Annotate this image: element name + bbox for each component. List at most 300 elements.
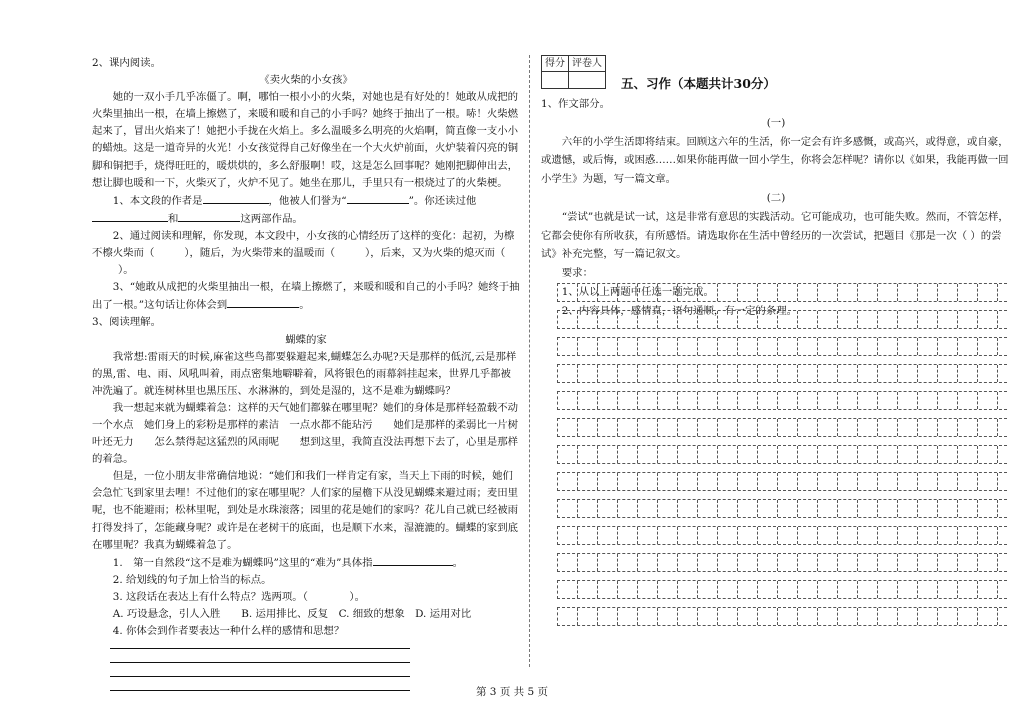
grid-cell[interactable]	[938, 581, 958, 598]
grid-cell[interactable]	[778, 554, 798, 571]
grid-cell[interactable]	[978, 311, 998, 328]
grid-cell[interactable]	[558, 419, 578, 436]
grid-cell[interactable]	[578, 365, 598, 382]
grid-cell[interactable]	[878, 554, 898, 571]
grid-cell[interactable]	[658, 473, 678, 490]
grid-cell[interactable]	[638, 473, 658, 490]
grid-cell[interactable]	[918, 311, 938, 328]
grid-cell[interactable]	[798, 338, 818, 355]
grid-cell[interactable]	[718, 338, 738, 355]
grid-cell[interactable]	[718, 419, 738, 436]
grid-cell[interactable]	[638, 311, 658, 328]
grid-cell[interactable]	[678, 608, 698, 625]
grid-cell[interactable]	[598, 284, 618, 301]
grid-cell[interactable]	[558, 473, 578, 490]
grid-cell[interactable]	[818, 608, 838, 625]
grid-cell[interactable]	[898, 473, 918, 490]
grid-cell[interactable]	[698, 581, 718, 598]
grid-cell[interactable]	[738, 608, 758, 625]
grid-cell[interactable]	[738, 446, 758, 463]
grid-cell[interactable]	[558, 500, 578, 517]
grid-cell[interactable]	[838, 392, 858, 409]
grid-cell[interactable]	[698, 527, 718, 544]
answer-line[interactable]	[110, 662, 410, 663]
grid-cell[interactable]	[858, 500, 878, 517]
grid-cell[interactable]	[798, 284, 818, 301]
grid-cell[interactable]	[598, 365, 618, 382]
grid-cell[interactable]	[698, 338, 718, 355]
grid-cell[interactable]	[698, 365, 718, 382]
grid-cell[interactable]	[638, 608, 658, 625]
grid-cell[interactable]	[618, 311, 638, 328]
grid-cell[interactable]	[978, 419, 998, 436]
grid-cell[interactable]	[818, 284, 838, 301]
grid-cell[interactable]	[898, 446, 918, 463]
grid-cell[interactable]	[598, 338, 618, 355]
grid-cell[interactable]	[938, 365, 958, 382]
grid-cell[interactable]	[678, 284, 698, 301]
grid-cell[interactable]	[898, 392, 918, 409]
writing-grid[interactable]	[557, 283, 1007, 634]
grid-cell[interactable]	[798, 608, 818, 625]
grid-cell[interactable]	[898, 365, 918, 382]
grid-cell[interactable]	[798, 392, 818, 409]
grid-cell[interactable]	[878, 284, 898, 301]
grid-cell[interactable]	[778, 446, 798, 463]
grid-cell[interactable]	[938, 554, 958, 571]
grid-cell[interactable]	[558, 338, 578, 355]
grid-cell[interactable]	[838, 284, 858, 301]
grid-cell[interactable]	[658, 446, 678, 463]
grid-cell[interactable]	[858, 419, 878, 436]
grid-cell[interactable]	[698, 311, 718, 328]
grid-cell[interactable]	[778, 473, 798, 490]
grid-cell[interactable]	[578, 527, 598, 544]
grid-cell[interactable]	[678, 365, 698, 382]
grid-cell[interactable]	[658, 338, 678, 355]
grid-cell[interactable]	[798, 554, 818, 571]
grid-cell[interactable]	[778, 608, 798, 625]
grid-cell[interactable]	[878, 419, 898, 436]
grid-cell[interactable]	[738, 419, 758, 436]
grid-cell[interactable]	[918, 392, 938, 409]
grid-cell[interactable]	[918, 338, 938, 355]
grid-cell[interactable]	[758, 581, 778, 598]
grid-cell[interactable]	[658, 527, 678, 544]
grid-cell[interactable]	[718, 284, 738, 301]
grid-cell[interactable]	[898, 581, 918, 598]
grid-cell[interactable]	[878, 473, 898, 490]
grid-cell[interactable]	[698, 554, 718, 571]
grid-cell[interactable]	[598, 608, 618, 625]
grid-cell[interactable]	[858, 446, 878, 463]
grid-cell[interactable]	[858, 311, 878, 328]
grid-cell[interactable]	[678, 581, 698, 598]
grid-cell[interactable]	[898, 527, 918, 544]
grid-cell[interactable]	[578, 419, 598, 436]
grid-cell[interactable]	[958, 527, 978, 544]
grid-cell[interactable]	[638, 554, 658, 571]
grid-cell[interactable]	[978, 473, 998, 490]
grid-cell[interactable]	[878, 338, 898, 355]
answer-blank[interactable]	[227, 296, 299, 308]
grid-cell[interactable]	[658, 419, 678, 436]
grid-cell[interactable]	[958, 392, 978, 409]
grid-cell[interactable]	[838, 446, 858, 463]
grid-cell[interactable]	[718, 608, 738, 625]
grid-cell[interactable]	[778, 419, 798, 436]
grid-cell[interactable]	[838, 419, 858, 436]
grid-cell[interactable]	[978, 608, 998, 625]
grid-cell[interactable]	[858, 527, 878, 544]
grid-cell[interactable]	[798, 473, 818, 490]
answer-blank[interactable]	[203, 192, 269, 204]
grid-cell[interactable]	[658, 554, 678, 571]
answer-blank[interactable]	[92, 210, 168, 222]
grid-cell[interactable]	[658, 500, 678, 517]
answer-blank[interactable]	[178, 210, 240, 222]
grid-cell[interactable]	[898, 419, 918, 436]
score-cell[interactable]	[542, 72, 569, 89]
grid-cell[interactable]	[578, 608, 598, 625]
grid-cell[interactable]	[678, 392, 698, 409]
grid-cell[interactable]	[718, 473, 738, 490]
grid-cell[interactable]	[638, 581, 658, 598]
grid-cell[interactable]	[658, 392, 678, 409]
grid-cell[interactable]	[678, 311, 698, 328]
grid-cell[interactable]	[718, 554, 738, 571]
grid-cell[interactable]	[638, 500, 658, 517]
grid-cell[interactable]	[678, 446, 698, 463]
grid-cell[interactable]	[858, 473, 878, 490]
grid-cell[interactable]	[838, 365, 858, 382]
grid-cell[interactable]	[758, 365, 778, 382]
grid-cell[interactable]	[958, 554, 978, 571]
grid-cell[interactable]	[738, 473, 758, 490]
grid-cell[interactable]	[638, 365, 658, 382]
grid-cell[interactable]	[738, 554, 758, 571]
grid-cell[interactable]	[838, 473, 858, 490]
grid-cell[interactable]	[878, 608, 898, 625]
grid-cell[interactable]	[618, 338, 638, 355]
grid-cell[interactable]	[798, 527, 818, 544]
grid-cell[interactable]	[718, 500, 738, 517]
grid-cell[interactable]	[958, 338, 978, 355]
grid-cell[interactable]	[618, 473, 638, 490]
grid-cell[interactable]	[898, 608, 918, 625]
grid-cell[interactable]	[778, 284, 798, 301]
grid-cell[interactable]	[558, 608, 578, 625]
grid-cell[interactable]	[618, 284, 638, 301]
grid-cell[interactable]	[918, 500, 938, 517]
grid-cell[interactable]	[978, 284, 998, 301]
grid-cell[interactable]	[758, 338, 778, 355]
grid-cell[interactable]	[678, 338, 698, 355]
grid-cell[interactable]	[698, 446, 718, 463]
answer-line[interactable]	[110, 676, 410, 677]
grid-cell[interactable]	[678, 419, 698, 436]
grid-cell[interactable]	[598, 581, 618, 598]
answer-line[interactable]	[110, 648, 410, 649]
grid-cell[interactable]	[838, 338, 858, 355]
grid-cell[interactable]	[878, 311, 898, 328]
grid-cell[interactable]	[958, 500, 978, 517]
grid-cell[interactable]	[598, 419, 618, 436]
grid-cell[interactable]	[598, 527, 618, 544]
grid-cell[interactable]	[978, 527, 998, 544]
grid-cell[interactable]	[798, 446, 818, 463]
grid-cell[interactable]	[658, 365, 678, 382]
grid-cell[interactable]	[738, 527, 758, 544]
grid-cell[interactable]	[898, 284, 918, 301]
grid-cell[interactable]	[798, 500, 818, 517]
grid-cell[interactable]	[798, 311, 818, 328]
grid-cell[interactable]	[558, 581, 578, 598]
grid-cell[interactable]	[938, 446, 958, 463]
grid-cell[interactable]	[878, 365, 898, 382]
grid-cell[interactable]	[738, 338, 758, 355]
grid-cell[interactable]	[878, 500, 898, 517]
grid-cell[interactable]	[598, 446, 618, 463]
grid-cell[interactable]	[898, 338, 918, 355]
grid-cell[interactable]	[838, 527, 858, 544]
grid-cell[interactable]	[858, 581, 878, 598]
grid-cell[interactable]	[778, 581, 798, 598]
grid-cell[interactable]	[918, 446, 938, 463]
grid-cell[interactable]	[678, 500, 698, 517]
grid-cell[interactable]	[558, 446, 578, 463]
grid-cell[interactable]	[658, 608, 678, 625]
grid-cell[interactable]	[558, 284, 578, 301]
grid-cell[interactable]	[618, 365, 638, 382]
grid-cell[interactable]	[838, 608, 858, 625]
grid-cell[interactable]	[698, 419, 718, 436]
grid-cell[interactable]	[678, 554, 698, 571]
grid-cell[interactable]	[978, 365, 998, 382]
grid-cell[interactable]	[738, 365, 758, 382]
grid-cell[interactable]	[638, 338, 658, 355]
grid-cell[interactable]	[758, 284, 778, 301]
grid-cell[interactable]	[778, 311, 798, 328]
grid-cell[interactable]	[658, 284, 678, 301]
grid-row	[557, 391, 1007, 410]
grid-cell[interactable]	[918, 527, 938, 544]
grid-cell[interactable]	[958, 419, 978, 436]
grid-cell[interactable]	[758, 473, 778, 490]
grid-cell[interactable]	[778, 365, 798, 382]
grid-cell[interactable]	[958, 473, 978, 490]
grid-cell[interactable]	[738, 581, 758, 598]
grid-cell[interactable]	[578, 446, 598, 463]
grid-cell[interactable]	[758, 419, 778, 436]
grid-cell[interactable]	[938, 338, 958, 355]
grid-cell[interactable]	[578, 338, 598, 355]
grid-cell[interactable]	[738, 392, 758, 409]
grid-cell[interactable]	[938, 419, 958, 436]
grid-cell[interactable]	[898, 500, 918, 517]
grid-cell[interactable]	[818, 338, 838, 355]
grid-cell[interactable]	[578, 473, 598, 490]
grid-cell[interactable]	[978, 581, 998, 598]
grid-cell[interactable]	[918, 608, 938, 625]
grid-cell[interactable]	[778, 527, 798, 544]
grid-cell[interactable]	[698, 473, 718, 490]
grid-cell[interactable]	[918, 554, 938, 571]
grid-cell[interactable]	[778, 500, 798, 517]
grid-cell[interactable]	[858, 554, 878, 571]
grid-cell[interactable]	[558, 311, 578, 328]
grid-cell[interactable]	[718, 392, 738, 409]
answer-blank[interactable]	[347, 192, 409, 204]
grid-cell[interactable]	[938, 392, 958, 409]
grid-cell[interactable]	[798, 365, 818, 382]
grid-cell[interactable]	[958, 311, 978, 328]
grid-cell[interactable]	[918, 284, 938, 301]
grid-cell[interactable]	[818, 365, 838, 382]
grid-cell[interactable]	[798, 419, 818, 436]
grid-cell[interactable]	[978, 338, 998, 355]
grid-cell[interactable]	[938, 473, 958, 490]
grid-cell[interactable]	[918, 419, 938, 436]
grader-cell[interactable]	[569, 72, 606, 89]
grid-cell[interactable]	[618, 392, 638, 409]
grid-cell[interactable]	[738, 284, 758, 301]
grid-cell[interactable]	[818, 419, 838, 436]
grid-cell[interactable]	[698, 500, 718, 517]
grid-cell[interactable]	[958, 446, 978, 463]
grid-cell[interactable]	[938, 608, 958, 625]
grid-cell[interactable]	[838, 554, 858, 571]
grid-cell[interactable]	[858, 365, 878, 382]
grid-cell[interactable]	[758, 527, 778, 544]
grid-cell[interactable]	[738, 311, 758, 328]
grid-cell[interactable]	[878, 392, 898, 409]
grid-cell[interactable]	[818, 581, 838, 598]
grid-cell[interactable]	[618, 500, 638, 517]
grid-cell[interactable]	[918, 473, 938, 490]
grid-cell[interactable]	[578, 581, 598, 598]
grid-cell[interactable]	[798, 581, 818, 598]
grid-cell[interactable]	[618, 446, 638, 463]
grid-cell[interactable]	[818, 527, 838, 544]
grid-cell[interactable]	[918, 581, 938, 598]
grid-cell[interactable]	[578, 500, 598, 517]
grid-cell[interactable]	[598, 392, 618, 409]
grid-cell[interactable]	[638, 527, 658, 544]
grid-cell[interactable]	[878, 581, 898, 598]
grid-cell[interactable]	[898, 311, 918, 328]
grid-cell[interactable]	[758, 608, 778, 625]
grid-cell[interactable]	[958, 608, 978, 625]
grid-cell[interactable]	[618, 581, 638, 598]
answer-blank[interactable]	[373, 554, 453, 566]
grid-cell[interactable]	[638, 446, 658, 463]
grid-cell[interactable]	[778, 392, 798, 409]
grid-cell[interactable]	[578, 554, 598, 571]
grid-cell[interactable]	[718, 311, 738, 328]
grid-cell[interactable]	[938, 311, 958, 328]
grid-cell[interactable]	[858, 284, 878, 301]
grid-cell[interactable]	[738, 500, 758, 517]
grid-cell[interactable]	[858, 608, 878, 625]
grid-cell[interactable]	[758, 554, 778, 571]
grid-cell[interactable]	[958, 284, 978, 301]
grid-cell[interactable]	[938, 527, 958, 544]
grid-cell[interactable]	[978, 392, 998, 409]
grid-cell[interactable]	[618, 608, 638, 625]
grid-cell[interactable]	[938, 284, 958, 301]
grid-cell[interactable]	[658, 311, 678, 328]
grid-cell[interactable]	[878, 527, 898, 544]
grid-cell[interactable]	[718, 527, 738, 544]
grid-cell[interactable]	[838, 500, 858, 517]
reading-question-2: 2. 给划线的句子加上恰当的标点。	[112, 573, 272, 586]
grid-cell[interactable]	[858, 392, 878, 409]
grid-cell[interactable]	[958, 581, 978, 598]
grid-cell[interactable]	[758, 446, 778, 463]
grid-cell[interactable]	[558, 527, 578, 544]
grid-cell[interactable]	[758, 500, 778, 517]
grid-cell[interactable]	[558, 392, 578, 409]
grid-cell[interactable]	[638, 284, 658, 301]
grid-cell[interactable]	[818, 392, 838, 409]
grid-cell[interactable]	[978, 446, 998, 463]
grid-cell[interactable]	[698, 392, 718, 409]
grid-cell[interactable]	[578, 284, 598, 301]
grid-cell[interactable]	[878, 446, 898, 463]
grid-cell[interactable]	[618, 419, 638, 436]
grid-cell[interactable]	[838, 311, 858, 328]
grid-cell[interactable]	[578, 392, 598, 409]
grid-cell[interactable]	[618, 527, 638, 544]
grid-cell[interactable]	[958, 365, 978, 382]
grid-cell[interactable]	[918, 365, 938, 382]
grid-cell[interactable]	[838, 581, 858, 598]
grid-cell[interactable]	[558, 365, 578, 382]
grid-cell[interactable]	[638, 419, 658, 436]
grid-cell[interactable]	[978, 554, 998, 571]
grid-cell[interactable]	[818, 554, 838, 571]
grid-cell[interactable]	[598, 500, 618, 517]
grid-cell[interactable]	[818, 473, 838, 490]
grid-cell[interactable]	[718, 446, 738, 463]
grid-cell[interactable]	[698, 284, 718, 301]
grid-cell[interactable]	[938, 500, 958, 517]
grid-cell[interactable]	[618, 554, 638, 571]
grid-cell[interactable]	[698, 608, 718, 625]
grid-cell[interactable]	[758, 392, 778, 409]
grid-cell[interactable]	[598, 311, 618, 328]
grid-cell[interactable]	[898, 554, 918, 571]
grid-cell[interactable]	[678, 473, 698, 490]
grid-cell[interactable]	[818, 311, 838, 328]
grid-cell[interactable]	[758, 311, 778, 328]
grid-cell[interactable]	[778, 338, 798, 355]
grid-cell[interactable]	[978, 500, 998, 517]
grid-cell[interactable]	[678, 527, 698, 544]
grid-cell[interactable]	[818, 500, 838, 517]
grid-cell[interactable]	[598, 473, 618, 490]
grid-cell[interactable]	[718, 581, 738, 598]
grid-cell[interactable]	[818, 446, 838, 463]
grid-cell[interactable]	[858, 338, 878, 355]
grid-cell[interactable]	[598, 554, 618, 571]
grid-cell[interactable]	[578, 311, 598, 328]
grid-cell[interactable]	[658, 581, 678, 598]
grid-cell[interactable]	[638, 392, 658, 409]
grid-cell[interactable]	[718, 365, 738, 382]
grid-cell[interactable]	[558, 554, 578, 571]
